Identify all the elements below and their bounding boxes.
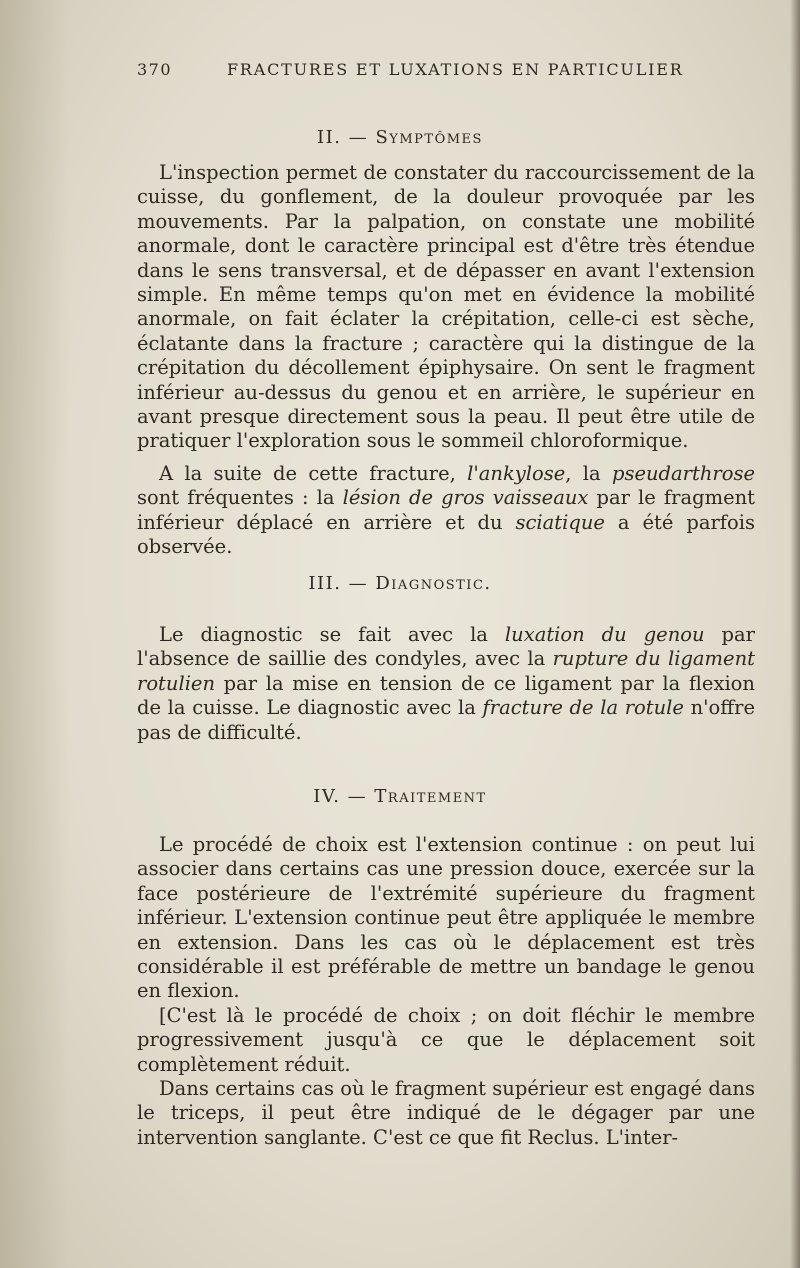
- paragraph-symptomes-2: [137, 462, 755, 560]
- section-number: II. —: [317, 127, 376, 148]
- page-stain: [0, 0, 70, 1268]
- paragraph-traitement-1: [137, 833, 755, 1004]
- term-ankylose: l'ankylose: [467, 462, 566, 485]
- section-title: Traitement: [374, 786, 487, 807]
- term-rupture-ligament: rupture du ligament rotulien: [137, 647, 755, 695]
- paragraph-text: par le fragment inférieur déplacé en arrière et du: [137, 486, 756, 534]
- paragraph-text: Le diagnostic se fait avec la: [159, 623, 505, 646]
- term-lesion-vaisseaux: lésion de gros vaisseaux: [342, 486, 589, 510]
- paragraph-text: Dans certains cas où le fragment supérieur est engagé dans le triceps, il peut être indiqué de le dégager par une intervention sanglante. C'est ce que fit Reclus. L'inter-: [137, 1077, 755, 1149]
- paragraph-symptomes-1: [137, 161, 755, 454]
- section-number: III. —: [308, 573, 376, 594]
- section-title: Symptômes: [375, 127, 483, 148]
- paragraph-text: par la mise en tension de ce ligament par la flexion de la cuisse. Le diagnostic avec la: [137, 671, 755, 720]
- paragraph-text: a été parfois observée.: [137, 510, 755, 559]
- section-heading-diagnostic: [0, 573, 800, 594]
- running-title: FRACTURES ET LUXATIONS EN PARTICULIER: [227, 60, 684, 79]
- paragraph-traitement-3: [137, 1077, 755, 1150]
- running-header: [137, 60, 757, 90]
- paragraph-text: n'offre pas de difficulté.: [137, 696, 755, 744]
- paragraph-text: Le procédé de choix est l'extension continue : on peut lui associer dans certains cas une pression douce, exercée sur la face postérieure de l'extrémité supérieure du fragment inférieur. L'extension continue peut être appliquée le membre en extension. Dans les cas où le déplacement est très considérable il est préférable de mettre un bandage le genou en flexion.: [137, 833, 755, 1003]
- term-pseudarthrose: pseudarthrose: [611, 462, 755, 485]
- paragraph-text: [C'est là le procédé de choix ; on doit fléchir le membre progressivement jusqu'à ce que le déplacement soit complètement réduit.: [137, 1004, 755, 1076]
- paragraph-text: , la: [565, 462, 612, 485]
- section-heading-traitement: [0, 786, 800, 807]
- section-number: IV. —: [313, 786, 375, 807]
- term-sciatique: sciatique: [515, 510, 605, 534]
- section-heading-symptomes: [0, 127, 800, 148]
- paragraph-text: L'inspection permet de constater du raccourcissement de la cuisse, du gonflement, de la douleur provoquée par les mouvements. Par la palpation, on constate une mobilité anormale, dont le caractère principal est d'être très étendue dans le sens transversal, et de dépasser en avant l'extension simple. En même temps qu'on met en évidence la mobilité anormale, on fait éclater la crépitation, celle-ci est sèche, éclatante dans la fracture ; caractère qui la distingue de la crépitation du décollement épiphysaire. On sent le fragment inférieur au-dessus du genou et en arrière, le supérieur en avant presque directement sous la peau. Il peut être utile de pratiquer l'exploration sous le sommeil chloroformique.: [137, 161, 755, 453]
- term-luxation-genou: luxation du genou: [504, 623, 705, 646]
- paragraph-traitement-2: [137, 1004, 755, 1077]
- section-title: Diagnostic.: [375, 573, 492, 594]
- page-edge-shadow: [790, 0, 800, 1268]
- paragraph-text: sont fréquentes : la: [137, 486, 343, 510]
- paragraph-text: par l'absence de saillie des condyles, avec la: [137, 623, 755, 671]
- paragraph-text: A la suite de cette fracture,: [159, 462, 468, 485]
- page-number: 370: [137, 60, 173, 79]
- term-fracture-rotule: fracture de la rotule: [482, 696, 684, 720]
- paragraph-diagnostic: [137, 623, 755, 745]
